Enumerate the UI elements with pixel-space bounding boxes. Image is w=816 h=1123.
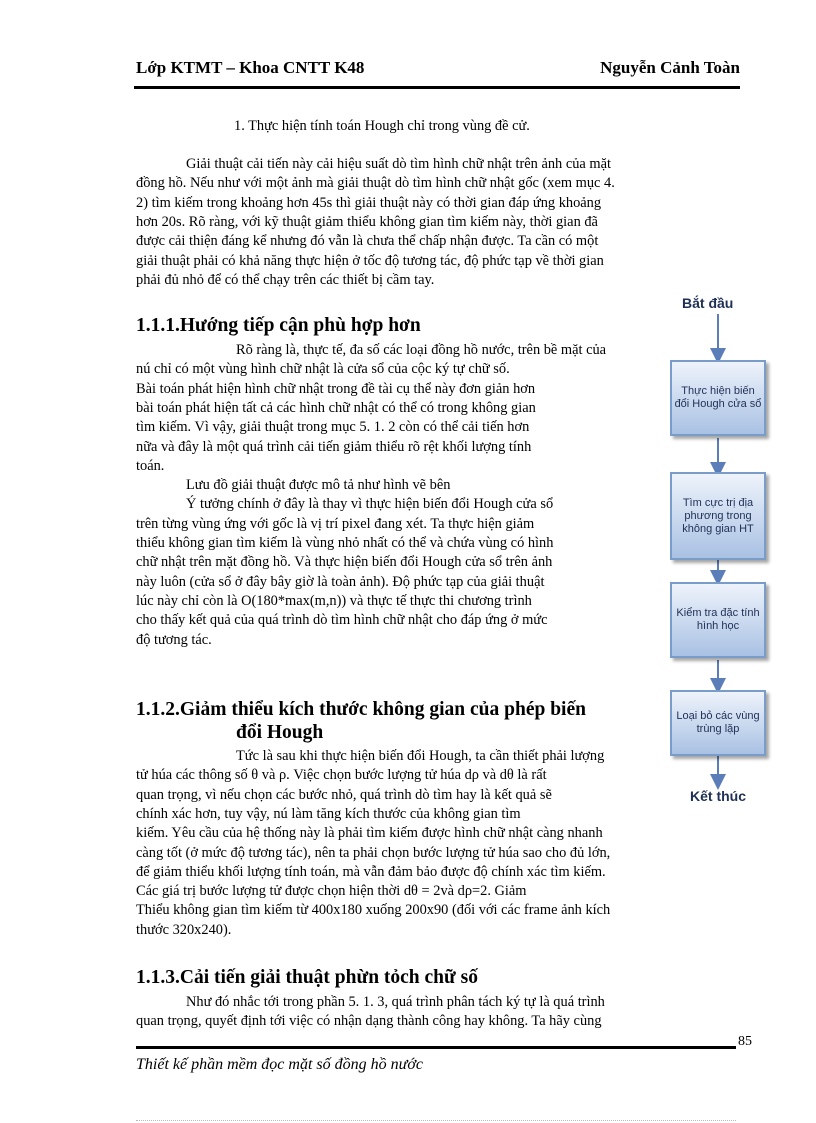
text-line: này luôn (cửa sổ ở đây bây giờ là toàn ảnh). Độ phức tạp của giải thuật	[136, 573, 545, 590]
flowchart-start: Bắt đầu	[682, 295, 734, 311]
text-line: chính xác hơn, tuy vậy, nú làm tăng kích thước của không gian tìm	[136, 805, 521, 822]
text-line: Ý tưởng chính ở đây là thay vì thực hiện biến đổi Hough cửa sổ	[186, 496, 554, 513]
text-line: Thiểu không gian tìm kiếm từ 400x180 xuống 200x90 (đối với các frame ảnh kích	[136, 902, 611, 919]
heading-1-1-2-line2: đổi Hough	[236, 722, 324, 743]
heading-1-1-2-line1: 1.1.2.Giảm thiểu kích thước không gian của phép biến	[136, 699, 586, 720]
text-line: quan trọng, vì nếu chọn các bước nhỏ, quá trình dò tìm hay là kết quả sẽ	[136, 786, 552, 803]
text-line: thiểu không gian tìm kiếm là vùng nhỏ nhất có thể và chứa vùng có hình	[136, 535, 554, 551]
text-line: phải đủ nhỏ để có thể chạy trên các thiết bị cầm tay.	[136, 271, 435, 288]
text-line: tử húa các thông số θ và ρ. Việc chọn bước lượng tử húa dρ và dθ là rất	[136, 767, 547, 784]
header-left: Lớp KTMT – Khoa CNTT K48	[136, 58, 365, 77]
text-line: cho thấy kết quả của quá trình dò tìm hình chữ nhật cho đáp ứng ở mức	[136, 612, 548, 629]
text-line: bài toán phát hiện tất cả các hình chữ nhật có thể có trong không gian	[136, 399, 536, 416]
flowchart-step-hough: Thực hiện biến đổi Hough cửa sổ	[670, 360, 766, 436]
text-line: Lưu đồ giải thuật được mô tả như hình vẽ bên	[186, 477, 451, 494]
flowchart-step-remove-duplicates: Loại bỏ các vùng trùng lặp	[670, 690, 766, 756]
heading-1-1-1: 1.1.1.Hướng tiếp cận phù hợp hơn	[136, 315, 421, 336]
header-right: Nguyễn Cảnh Toàn	[600, 58, 740, 77]
heading-1-1-3: 1.1.3.Cải tiến giải thuật phừn tỏch chữ số	[136, 967, 478, 988]
text-line: Các giá trị bước lượng tử được chọn hiện thời dθ = 2và dρ=2. Giảm	[136, 883, 527, 900]
header-rule	[134, 86, 740, 89]
text-line: độ tương tác.	[136, 631, 212, 648]
flowchart-step-local-extrema: Tìm cực trị địa phương trong không gian HT	[670, 472, 766, 560]
text-line: quan trọng, quyết định tới việc có nhận dạng thành công hay không. Ta hãy cùng	[136, 1013, 602, 1030]
page-bottom-edge	[136, 1120, 736, 1121]
text-line: Tức là sau khi thực hiện biến đổi Hough, ta cần thiết phải lượng	[236, 748, 605, 764]
text-line: càng tốt (ở mức độ tương tác), nên ta phải chọn bước lượng tử húa sao cho đủ lớn,	[136, 844, 611, 861]
text-line: 2) tìm kiếm trong khoảng hơn 45s thì giải thuật này có thời gian đáp ứng khoảng	[136, 194, 602, 211]
text-line: đồng hồ. Nếu như với một ảnh mà giải thuật dò tìm hình chữ nhật gốc (xem mục 4.	[136, 175, 615, 192]
text-line: tìm kiếm. Vì vậy, giải thuật trong mục 5. 1. 2 còn có thể cải tiến hơn	[136, 419, 530, 436]
text-line: được cải thiện đáng kể nhưng đó vẫn là chưa thể chấp nhận được. Ta cần có một	[136, 233, 599, 250]
footer-title: Thiết kế phần mềm đọc mặt số đồng hồ nước	[136, 1056, 423, 1073]
footer-rule	[136, 1046, 736, 1049]
text-line: thước 320x240).	[136, 921, 232, 938]
text-line: Giải thuật cải tiến này cải hiệu suất dò tìm hình chữ nhật trên ảnh của mặt	[186, 156, 611, 172]
text-line: Như đó nhắc tới trong phần 5. 1. 3, quá trình phân tách ký tự là quá trình	[186, 994, 605, 1010]
text-line: để giảm thiểu khối lượng tính toán, mà vẫn đảm bảo được độ chính xác tìm kiếm.	[136, 863, 606, 880]
text-line: Rõ ràng là, thực tế, đa số các loại đồng hồ nước, trên bề mặt của	[236, 342, 607, 358]
text-line: nú chỉ có một vùng hình chữ nhật là cửa sổ của cộc ký tự chữ số.	[136, 361, 510, 378]
flowchart-end: Kết thúc	[690, 788, 746, 804]
text-line: giải thuật phải có khả năng thực hiện ở tốc độ tương tác, độ phức tạp về thời gian	[136, 252, 604, 269]
text-line: lúc này chỉ còn là O(180*max(m,n)) và thực tế thực thi chương trình	[136, 592, 532, 609]
text-line: hơn 20s. Rõ ràng, với kỹ thuật giảm thiểu không gian tìm kiếm này, thời gian đã	[136, 213, 598, 230]
text-line: trên từng vùng ứng với gốc là vị trí pixel đang xét. Ta thực hiện giảm	[136, 515, 535, 532]
text-line: nữa và đây là một quá trình cải tiến giảm thiểu rõ rệt khối lượng tính	[136, 438, 532, 455]
page-number: 85	[738, 1034, 752, 1049]
text-line: chữ nhật trên mặt đồng hồ. Và thực hiện biến đổi Hough cửa sổ trên ảnh	[136, 554, 553, 571]
flowchart-step-geometry-check: Kiểm tra đặc tính hình học	[670, 582, 766, 658]
text-line: toán.	[136, 457, 165, 474]
text-line: kiếm. Yêu cầu của hệ thống này là phải tìm kiếm được hình chữ nhật càng nhanh	[136, 825, 603, 842]
text-line: Bài toán phát hiện hình chữ nhật trong đề tài cụ thể này đơn giản hơn	[136, 380, 536, 397]
list-item: 1. Thực hiện tính toán Hough chỉ trong vùng đề cử.	[234, 118, 530, 134]
